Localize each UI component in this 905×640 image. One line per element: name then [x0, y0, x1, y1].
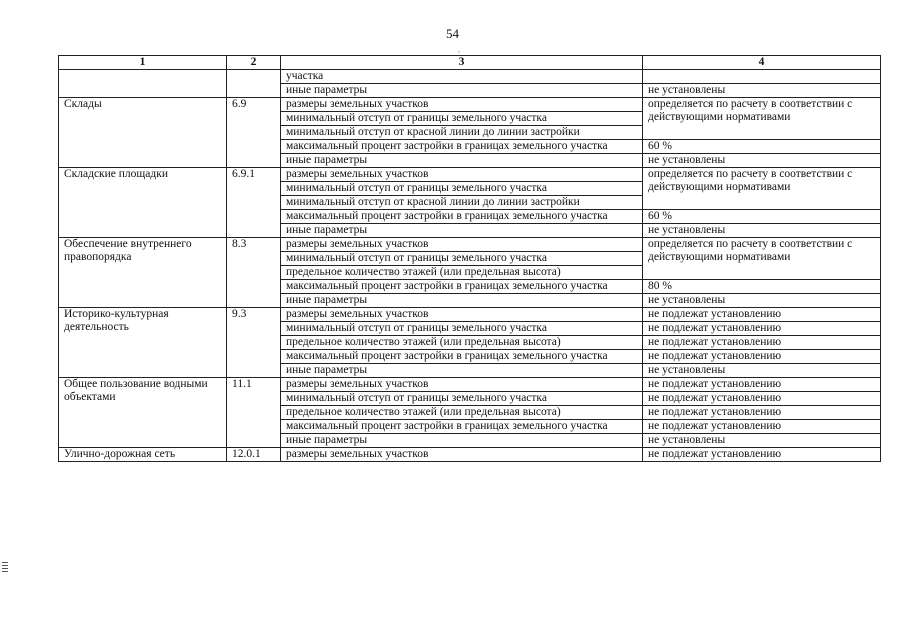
param-cell: минимальный отступ от границы земельного участка — [281, 392, 643, 406]
use-name-cell: Общее пользование водными объектами — [59, 378, 227, 448]
value-cell: не установлены — [643, 154, 881, 168]
land-use-parameters-table — [58, 55, 881, 462]
table-row — [59, 448, 881, 462]
table-row — [59, 168, 881, 182]
header-col-1: 1 — [59, 56, 227, 70]
table-row — [59, 308, 881, 322]
use-name-cell: Складские площадки — [59, 168, 227, 238]
use-code-cell: 12.0.1 — [227, 448, 281, 462]
param-cell: максимальный процент застройки в границах земельного участка — [281, 420, 643, 434]
table-body — [59, 70, 881, 462]
value-cell: не установлены — [643, 434, 881, 448]
value-cell: 60 % — [643, 140, 881, 154]
value-cell: 60 % — [643, 210, 881, 224]
use-name-cell — [59, 70, 227, 98]
param-cell: размеры земельных участков — [281, 378, 643, 392]
value-cell: не установлены — [643, 294, 881, 308]
use-code-cell — [227, 70, 281, 98]
param-cell: размеры земельных участков — [281, 98, 643, 112]
param-cell: максимальный процент застройки в границах земельного участка — [281, 350, 643, 364]
use-code-cell: 9.3 — [227, 308, 281, 378]
param-cell: минимальный отступ от границы земельного участка — [281, 182, 643, 196]
header-row — [59, 56, 881, 70]
param-cell: минимальный отступ от границы земельного участка — [281, 252, 643, 266]
param-cell: размеры земельных участков — [281, 448, 643, 462]
param-cell: иные параметры — [281, 434, 643, 448]
value-cell: не подлежат установлению — [643, 406, 881, 420]
value-cell: не подлежат установлению — [643, 378, 881, 392]
param-cell: иные параметры — [281, 84, 643, 98]
binding-edge-marks — [2, 562, 8, 574]
param-cell: иные параметры — [281, 224, 643, 238]
use-code-cell: 6.9.1 — [227, 168, 281, 238]
value-cell: не подлежат установлению — [643, 420, 881, 434]
param-cell: предельное количество этажей (или предельная высота) — [281, 336, 643, 350]
table-row — [59, 98, 881, 112]
use-name-cell: Историко-культурная деятельность — [59, 308, 227, 378]
param-cell: размеры земельных участков — [281, 238, 643, 252]
param-cell: максимальный процент застройки в границах земельного участка — [281, 280, 643, 294]
use-name-cell: Обеспечение внутреннего правопорядка — [59, 238, 227, 308]
use-code-cell: 6.9 — [227, 98, 281, 168]
param-cell: максимальный процент застройки в границах земельного участка — [281, 210, 643, 224]
scan-mark: ˛ — [458, 44, 461, 53]
param-cell: размеры земельных участков — [281, 308, 643, 322]
param-cell: максимальный процент застройки в границах земельного участка — [281, 140, 643, 154]
value-cell: не подлежат установлению — [643, 350, 881, 364]
value-cell — [643, 70, 881, 84]
param-cell: иные параметры — [281, 154, 643, 168]
value-cell: не подлежат установлению — [643, 448, 881, 462]
merged-value-cell: определяется по расчету в соответствии с действующими нормативами — [643, 238, 881, 280]
header-col-4: 4 — [643, 56, 881, 70]
param-cell: минимальный отступ от красной линии до линии застройки — [281, 196, 643, 210]
value-cell: не подлежат установлению — [643, 308, 881, 322]
param-cell: минимальный отступ от границы земельного участка — [281, 322, 643, 336]
header-col-2: 2 — [227, 56, 281, 70]
merged-value-cell: определяется по расчету в соответствии с действующими нормативами — [643, 98, 881, 140]
page-number: 54 — [446, 26, 459, 41]
table-row — [59, 378, 881, 392]
param-cell: предельное количество этажей (или предельная высота) — [281, 266, 643, 280]
use-code-cell: 8.3 — [227, 238, 281, 308]
use-name-cell: Улично-дорожная сеть — [59, 448, 227, 462]
use-name-cell: Склады — [59, 98, 227, 168]
value-cell: не установлены — [643, 84, 881, 98]
header-col-3: 3 — [281, 56, 643, 70]
table-row — [59, 70, 881, 84]
value-cell: не установлены — [643, 364, 881, 378]
param-cell: размеры земельных участков — [281, 168, 643, 182]
param-cell: участка — [281, 70, 643, 84]
param-cell: предельное количество этажей (или предельная высота) — [281, 406, 643, 420]
value-cell: не подлежат установлению — [643, 392, 881, 406]
value-cell: не подлежат установлению — [643, 322, 881, 336]
use-code-cell: 11.1 — [227, 378, 281, 448]
param-cell: иные параметры — [281, 294, 643, 308]
value-cell: не установлены — [643, 224, 881, 238]
table-row — [59, 238, 881, 252]
param-cell: минимальный отступ от границы земельного участка — [281, 112, 643, 126]
value-cell: не подлежат установлению — [643, 336, 881, 350]
param-cell: минимальный отступ от красной линии до линии застройки — [281, 126, 643, 140]
value-cell: 80 % — [643, 280, 881, 294]
param-cell: иные параметры — [281, 364, 643, 378]
merged-value-cell: определяется по расчету в соответствии с действующими нормативами — [643, 168, 881, 210]
